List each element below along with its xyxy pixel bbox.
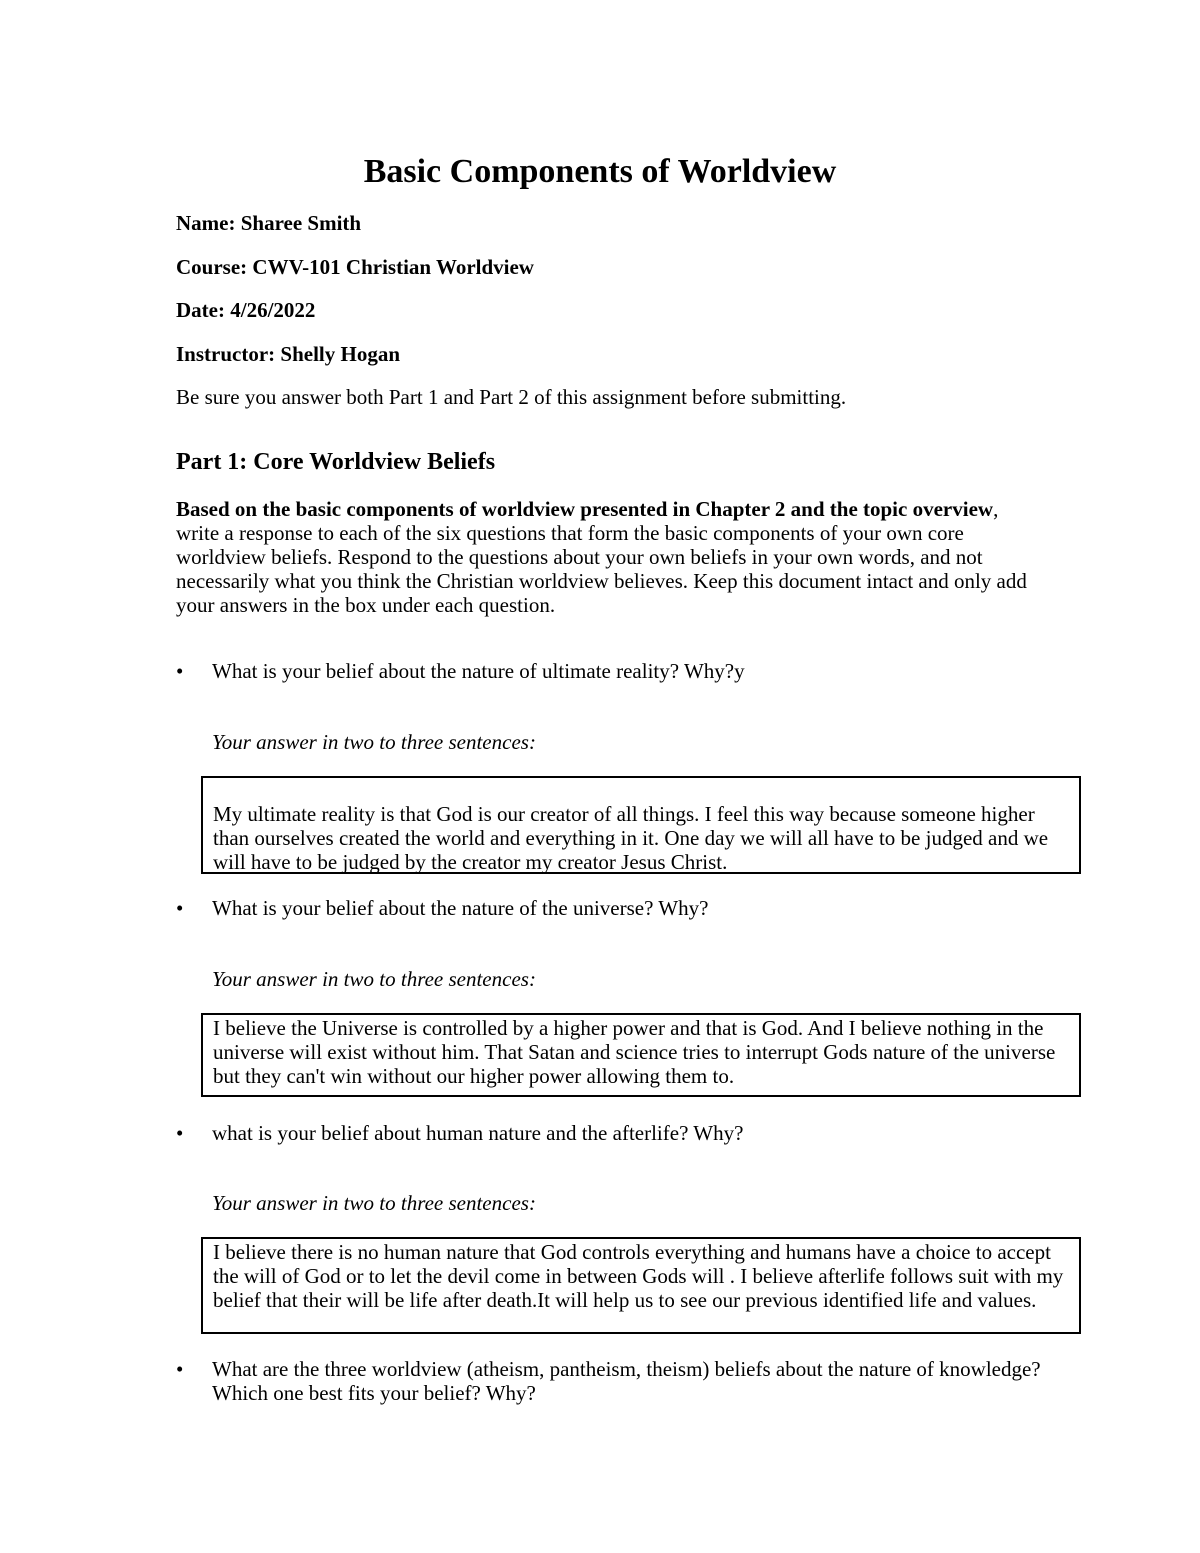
question-1 — [176, 659, 1056, 683]
question-4-text: What are the three worldview (atheism, pantheism, theism) beliefs about the nature of knowledge? Which one best fits your belief? Why? — [212, 1357, 1041, 1405]
name-value: Sharee Smith — [240, 211, 362, 235]
question-4 — [176, 1357, 1056, 1405]
part1-heading: Part 1: Core Worldview Beliefs — [176, 449, 496, 475]
date-value: 4/26/2022 — [230, 298, 316, 322]
name-label: Name: — [176, 211, 236, 235]
name-field — [176, 210, 361, 236]
answer-prompt-3: Your answer in two to three sentences: — [212, 1191, 536, 1215]
question-3-text: what is your belief about human nature and the afterlife? Why? — [212, 1121, 744, 1145]
document-title: Basic Components of Worldview — [363, 153, 837, 190]
answer-box-3[interactable] — [201, 1237, 1081, 1334]
question-1-text: What is your belief about the nature of ultimate reality? Why?y — [212, 659, 745, 683]
instructor-label: Instructor: — [176, 342, 276, 366]
bullet-icon: • — [176, 1357, 184, 1381]
part1-instructions — [176, 497, 1046, 617]
instructions-bold: Based on the basic components of worldview presented in Chapter 2 and the topic overview — [176, 497, 994, 521]
answer-box-1[interactable] — [201, 776, 1081, 874]
date-field — [176, 297, 315, 323]
answer-prompt-1: Your answer in two to three sentences: — [212, 730, 536, 754]
question-3 — [176, 1121, 1056, 1145]
answer-3-text: I believe there is no human nature that God controls everything and humans have a choice to accept the will of God or to let the devil come in between Gods will . I believe afterlife follows suit with my belief that their will be life after death.It will help us to see our previous identified life and values. — [213, 1240, 1064, 1312]
answer-2-text: I believe the Universe is controlled by a higher power and that is God. And I believe nothing in the universe will exist without him. That Satan and science tries to interrupt Gods nature of the universe but they can't win without our higher power allowing them to. — [213, 1016, 1056, 1088]
question-2-text: What is your belief about the nature of the universe? Why? — [212, 896, 709, 920]
answer-box-2[interactable] — [201, 1013, 1081, 1097]
instructions-rest: , write a response to each of the six questions that form the basic components of your own core worldview beliefs. Respond to the questions about your own beliefs in your own words, and not necessarily what you think the Christian worldview believes. Keep this document intact and only add your answers in the box under each question. — [176, 497, 1027, 617]
answer-1-text: My ultimate reality is that God is our creator of all things. I feel this way because someone higher than ourselves created the world and everything in it. One day we will all have to be judged and we will have to be judged by the creator my creator Jesus Christ. — [213, 802, 1049, 874]
course-value: CWV-101 Christian Worldview — [252, 255, 534, 279]
bullet-icon: • — [176, 1121, 184, 1145]
instructor-field — [176, 341, 400, 367]
date-label: Date: — [176, 298, 225, 322]
answer-prompt-2: Your answer in two to three sentences: — [212, 967, 536, 991]
instructor-value: Shelly Hogan — [280, 342, 401, 366]
course-field — [176, 254, 534, 280]
bullet-icon: • — [176, 896, 184, 920]
bullet-icon: • — [176, 659, 184, 683]
question-2 — [176, 896, 1056, 920]
course-label: Course: — [176, 255, 248, 279]
submission-note: Be sure you answer both Part 1 and Part 2 of this assignment before submitting. — [176, 385, 847, 409]
